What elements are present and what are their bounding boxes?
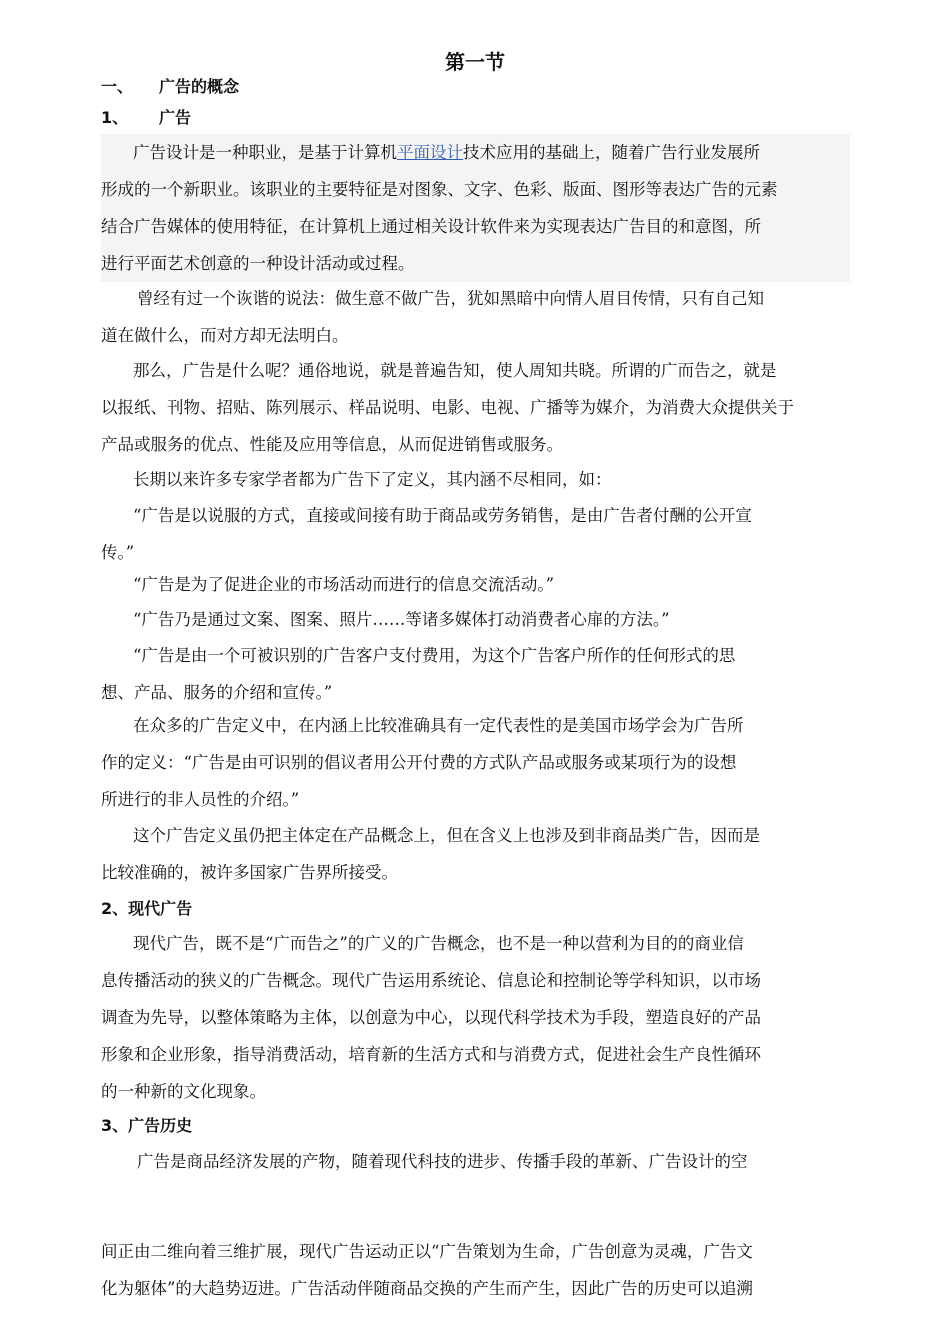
text-line: 曾经有过一个诙谐的说法：做生意不做广告，犹如黑暗中向情人眉目传情，只有自己知 (137, 289, 764, 308)
text-line: 形成的一个新职业。该职业的主要特征是对图象、文字、色彩、版面、图形等表达广告的元素 (101, 180, 778, 199)
heading-text: 广告 (159, 108, 192, 127)
text-line: 所进行的非人员性的介绍。” (101, 790, 300, 809)
paragraph-definition-job (101, 134, 850, 282)
heading-text: 广告的概念 (159, 77, 240, 96)
text-line: 结合广告媒体的使用特征，在计算机上通过相关设计软件来为实现表达广告目的和意图，所 (101, 217, 761, 236)
paragraph-what-is-advertising (101, 352, 853, 463)
paragraph-history-intro (101, 1143, 853, 1180)
text-line: 的一种新的文化现象。 (101, 1082, 266, 1101)
text-line: 以报纸、刊物、招贴、陈列展示、样品说明、电影、电视、广播等为媒介，为消费大众提供关于 (101, 398, 794, 417)
heading-advertising (101, 105, 191, 131)
heading-number: 1、 (101, 108, 129, 127)
text-run: 技术应用的基础上，随着广告行业发展所 (463, 143, 760, 162)
text-line: 进行平面艺术创意的一种设计活动或过程。 (101, 254, 415, 273)
heading-advertising-history: 3、广告历史 (101, 1116, 193, 1135)
text-line: 想、产品、服务的介绍和宣传。” (101, 683, 333, 702)
paragraph-humorous-saying (101, 280, 853, 354)
text-run: 广告设计是一种职业，是基于计算机 (133, 143, 397, 162)
text-line: 现代广告，既不是“广而告之”的广义的广告概念，也不是一种以营利为目的的商业信 (133, 934, 744, 953)
heading-number: 一、 (101, 77, 134, 96)
text-line: 广告是商品经济发展的产物，随着现代科技的进步、传播手段的革新、广告设计的空 (137, 1152, 748, 1171)
quote-definition-2 (101, 566, 853, 603)
heading-modern-advertising: 2、现代广告 (101, 899, 193, 918)
text-line: “广告乃是通过文案、图案、照片……等诸多媒体打动消费者心扉的方法。” (133, 610, 670, 629)
paragraph-ama-definition (101, 707, 853, 818)
text-line: 道在做什么，而对方却无法明白。 (101, 326, 349, 345)
quote-definition-1 (101, 497, 853, 571)
section-title: 第一节 (445, 50, 505, 74)
quote-definition-4 (101, 637, 853, 711)
quote-definition-3 (101, 601, 853, 638)
text-line: 长期以来许多专家学者都为广告下了定义，其内涵不尽相同，如： (133, 470, 612, 489)
text-line: 传。” (101, 543, 135, 562)
heading-ad-concept (101, 74, 239, 100)
text-line: 间正由二维向着三维扩展，现代广告运动正以“广告策划为生命，广告创意为灵魂，广告文 (101, 1242, 753, 1261)
text-line: 比较准确的，被许多国家广告界所接受。 (101, 863, 398, 882)
text-line: “广告是为了促进企业的市场活动而进行的信息交流活动。” (133, 575, 555, 594)
text-line: 这个广告定义虽仍把主体定在产品概念上，但在含义上也涉及到非商品类广告，因而是 (133, 826, 760, 845)
paragraph-modern-advertising (101, 925, 853, 1110)
text-line: 形象和企业形象，指导消费活动，培育新的生活方式和与消费方式，促进社会生产良性循环 (101, 1045, 761, 1064)
text-line (101, 134, 850, 171)
text-line: 作的定义：“广告是由可识别的倡议者用公开付费的方式队产品或服务或某项行为的设想 (101, 753, 737, 772)
text-line: 息传播活动的狭义的广告概念。现代广告运用系统论、信息论和控制论等学科知识，以市场 (101, 971, 761, 990)
text-line: “广告是由一个可被识别的广告客户支付费用，为这个广告客户所作的任何形式的思 (133, 646, 736, 665)
text-line: 化为躯体”的大趋势迈进。广告活动伴随商品交换的产生而产生，因此广告的历史可以追溯 (101, 1279, 753, 1298)
text-line: 那么，广告是什么呢？通俗地说，就是普遍告知，使人周知共晓。所谓的广而告之，就是 (133, 361, 777, 380)
text-line: “广告是以说服的方式，直接或间接有助于商品或劳务销售，是由广告者付酬的公开宣 (133, 506, 752, 525)
graphic-design-link[interactable]: 平面设计 (397, 143, 463, 162)
text-line: 调查为先导，以整体策略为主体，以创意为中心，以现代科学技术为手段，塑造良好的产品 (101, 1008, 761, 1027)
paragraph-history-continued (101, 1233, 853, 1307)
paragraph-expert-definitions (101, 461, 853, 498)
paragraph-definition-accepted (101, 817, 853, 891)
text-line: 产品或服务的优点、性能及应用等信息，从而促进销售或服务。 (101, 435, 563, 454)
text-line: 在众多的广告定义中，在内涵上比较准确具有一定代表性的是美国市场学会为广告所 (133, 716, 744, 735)
